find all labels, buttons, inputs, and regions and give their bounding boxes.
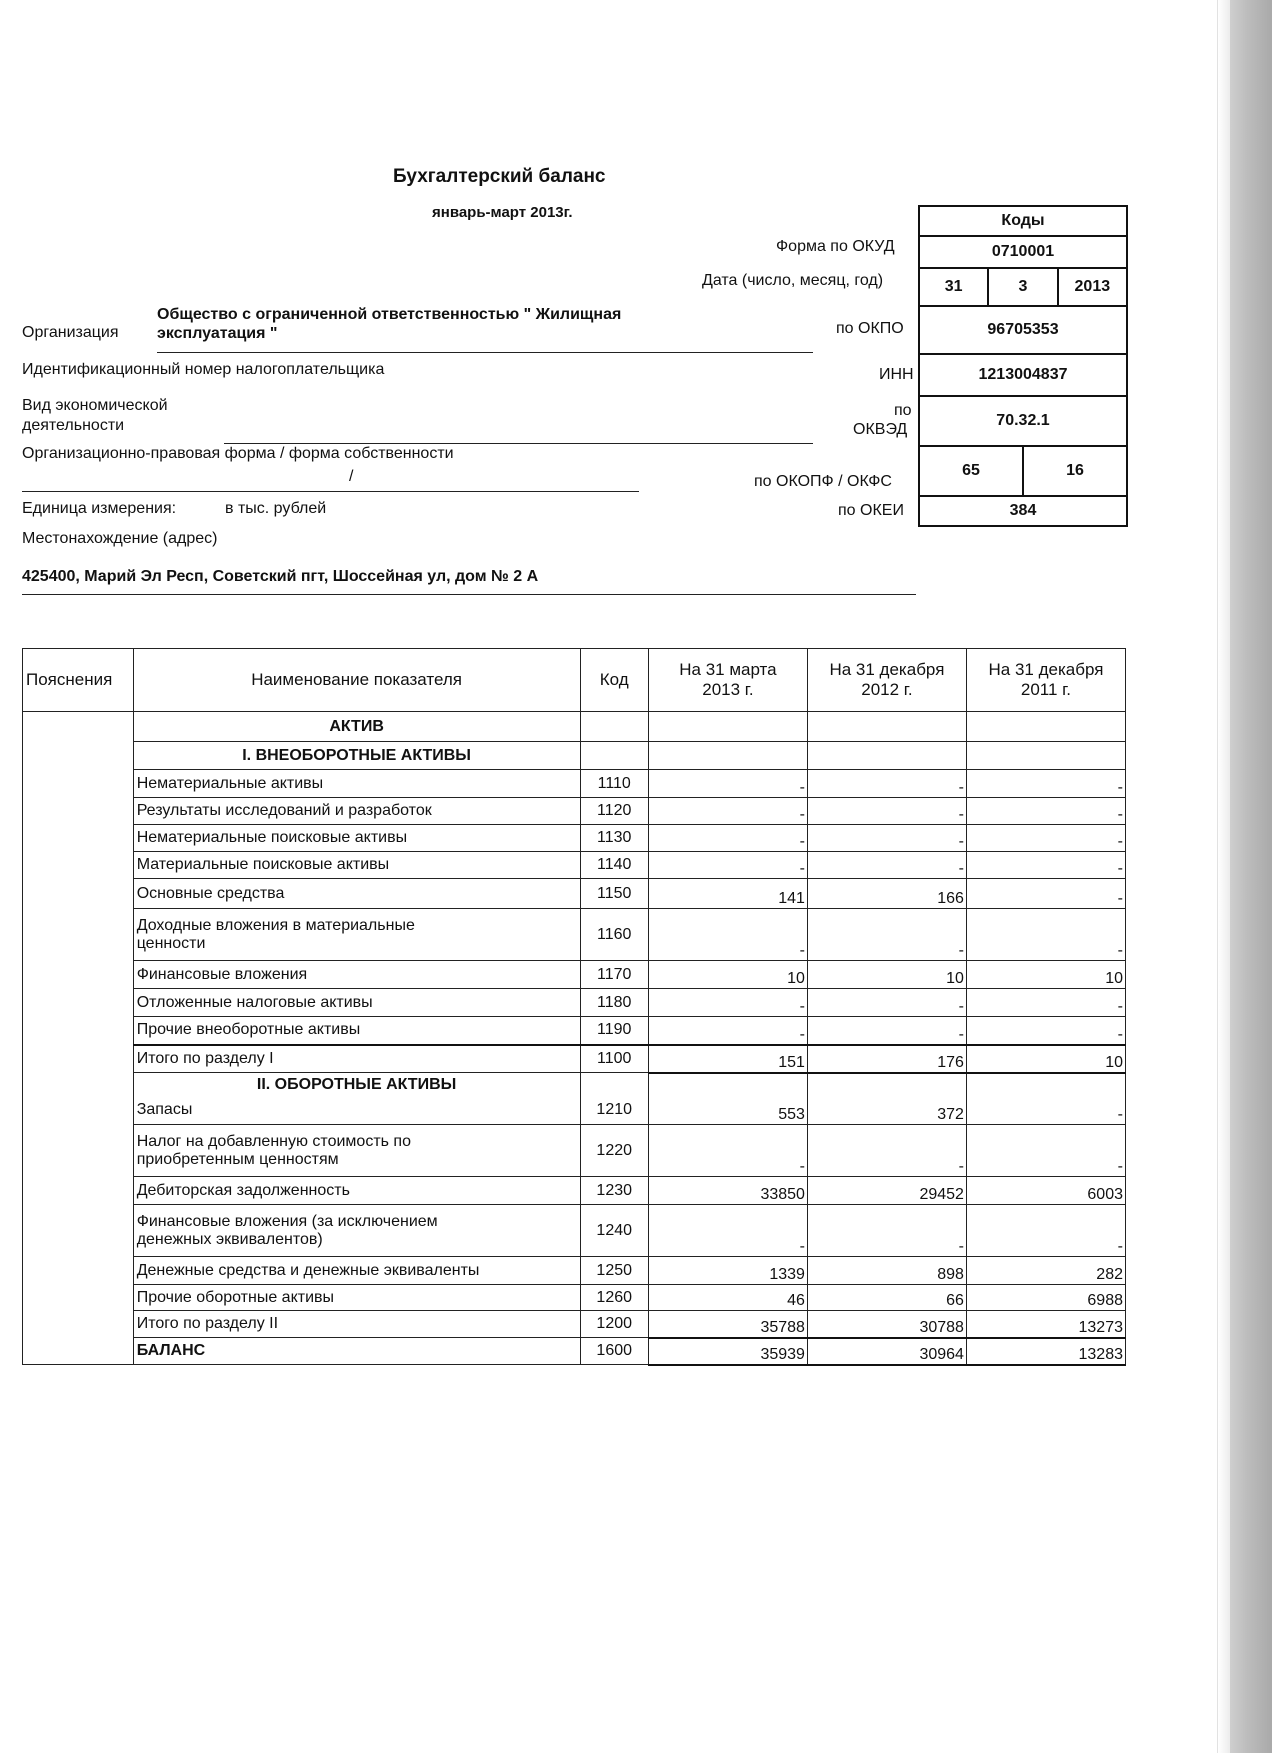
row-name: Результаты исследований и разработок [133, 798, 580, 825]
org-underline [157, 352, 813, 353]
value-cell-empty [648, 742, 807, 770]
row-name: Дебиторская задолженность [133, 1177, 580, 1205]
col-period-3-line-2: 2011 г. [1020, 680, 1072, 699]
row-name: Нематериальные активы [133, 770, 580, 798]
col-period-1-line-2: 2013 г. [702, 680, 754, 699]
row-value-2: - [807, 1017, 966, 1045]
row-value-1: - [648, 1017, 807, 1045]
row-value-2: 30788 [807, 1311, 966, 1338]
activity-label-1: Вид экономической [22, 397, 168, 414]
row-name: Доходные вложения в материальные ценности [133, 909, 580, 961]
okei-label: по ОКЕИ [838, 502, 904, 519]
table-row [23, 961, 1126, 989]
row-value-3: - [966, 989, 1125, 1017]
address-value: 425400, Марий Эл Респ, Советский пгт, Шоссейная ул, дом № 2 А [22, 568, 539, 585]
notes-cell [23, 879, 134, 909]
row-value-2: 10 [807, 961, 966, 989]
notes-cell [23, 1338, 134, 1365]
col-period-2 [807, 649, 966, 712]
row-value-2: - [807, 825, 966, 852]
row-name: Финансовые вложения [133, 961, 580, 989]
row-value-3: 282 [966, 1257, 1125, 1285]
code-cell-empty [580, 742, 648, 770]
notes-cell [23, 825, 134, 852]
row-value-3: - [966, 1017, 1125, 1045]
row-value-1: 10 [648, 961, 807, 989]
col-notes: Пояснения [23, 649, 134, 712]
org-label: Организация [22, 324, 119, 341]
row-value-1: - [648, 1205, 807, 1257]
notes-cell [23, 1125, 134, 1177]
row-code: 1260 [580, 1285, 648, 1311]
row-name: Прочие оборотные активы [133, 1285, 580, 1311]
table-row-total [23, 1338, 1126, 1365]
okved-label-1: по [894, 402, 912, 419]
row-value-3: - [966, 825, 1125, 852]
row-value-3: 13283 [966, 1338, 1125, 1365]
inn-value: 1213004837 [978, 366, 1068, 383]
row-name: Запасы [133, 1097, 580, 1125]
section-2-heading: II. ОБОРОТНЫЕ АКТИВЫ [133, 1073, 580, 1097]
table-row [23, 1097, 1126, 1125]
row-code: 1200 [580, 1311, 648, 1338]
date-day: 31 [920, 269, 989, 305]
address-underline [22, 594, 916, 595]
table-row [23, 1205, 1126, 1257]
row-value-3: - [966, 879, 1125, 909]
row-value-3: - [966, 1125, 1125, 1177]
row-code: 1170 [580, 961, 648, 989]
okud-value: 0710001 [991, 243, 1055, 260]
row-value-3: - [966, 1097, 1125, 1125]
col-period-2-line-2: 2012 г. [861, 680, 913, 699]
table-row-subtotal [23, 1311, 1126, 1338]
row-value-2: - [807, 1125, 966, 1177]
row-name: Денежные средства и денежные эквиваленты [133, 1257, 580, 1285]
row-name: Отложенные налоговые активы [133, 989, 580, 1017]
col-period-1 [648, 649, 807, 712]
table-row [23, 852, 1126, 879]
value-cell-empty [966, 1073, 1125, 1097]
okved-label-2: ОКВЭД [853, 421, 908, 438]
table-row [23, 798, 1126, 825]
date-label: Дата (число, месяц, год) [702, 272, 884, 289]
code-cell-empty [580, 712, 648, 742]
okud-label: Форма по ОКУД [776, 238, 895, 255]
row-name: Итого по разделу I [133, 1045, 580, 1073]
okopf-label: по ОКОПФ / ОКФС [754, 473, 892, 490]
okfs-value: 16 [1066, 462, 1084, 479]
scan-border [1230, 0, 1272, 1753]
page-edge-shadow [1217, 0, 1230, 1753]
row-code: 1240 [580, 1205, 648, 1257]
inn-text: Идентификационный номер налогоплательщика [22, 361, 385, 378]
row-code: 1230 [580, 1177, 648, 1205]
date-year: 2013 [1074, 278, 1111, 295]
codes-header: Коды [920, 207, 1126, 237]
value-cell-empty [966, 742, 1125, 770]
date-month: 3 [989, 269, 1058, 305]
balance-table [22, 648, 1126, 1366]
table-row [23, 1257, 1126, 1285]
row-value-2: 30964 [807, 1338, 966, 1365]
section-active-heading: АКТИВ [133, 712, 580, 742]
value-cell-empty [648, 712, 807, 742]
row-code: 1110 [580, 770, 648, 798]
row-value-2: - [807, 909, 966, 961]
legal-form-underline [22, 491, 639, 492]
legal-form-separator: / [349, 468, 354, 485]
row-value-3: 6003 [966, 1177, 1125, 1205]
notes-cell [23, 712, 134, 742]
org-name-line-1: Общество с ограниченной ответственностью " Жилищная [157, 306, 622, 323]
activity-underline [224, 443, 813, 444]
okopf-value: 65 [920, 447, 1024, 495]
okei-value: 384 [1009, 502, 1037, 519]
col-code: Код [580, 649, 648, 712]
row-value-3: - [966, 852, 1125, 879]
notes-cell [23, 742, 134, 770]
row-value-1: 35788 [648, 1311, 807, 1338]
row-value-3: - [966, 798, 1125, 825]
row-value-1: - [648, 798, 807, 825]
row-name: Итого по разделу II [133, 1311, 580, 1338]
row-value-2: 166 [807, 879, 966, 909]
row-code: 1600 [580, 1338, 648, 1365]
col-period-3-line-1: На 31 декабря [988, 660, 1104, 679]
row-value-2: - [807, 1205, 966, 1257]
row-value-2: - [807, 770, 966, 798]
col-period-2-line-1: На 31 декабря [829, 660, 945, 679]
col-name: Наименование показателя [133, 649, 580, 712]
org-name-line-2: эксплуатация " [157, 325, 278, 342]
row-value-1: - [648, 1125, 807, 1177]
okpo-value: 96705353 [987, 321, 1059, 338]
document-period: январь-март 2013г. [432, 204, 573, 221]
row-code: 1210 [580, 1097, 648, 1125]
code-cell-empty [580, 1073, 648, 1097]
value-cell-empty [807, 712, 966, 742]
row-value-1: 1339 [648, 1257, 807, 1285]
okved-value: 70.32.1 [996, 412, 1050, 429]
notes-cell [23, 1017, 134, 1045]
row-code: 1160 [580, 909, 648, 961]
row-value-1: - [648, 989, 807, 1017]
row-value-2: 29452 [807, 1177, 966, 1205]
unit-label: Единица измерения: [22, 500, 177, 517]
row-name: Финансовые вложения (за исключением денежных эквивалентов) [133, 1205, 580, 1257]
table-row [23, 825, 1126, 852]
row-code: 1220 [580, 1125, 648, 1177]
notes-cell [23, 1285, 134, 1311]
row-value-3: - [966, 770, 1125, 798]
table-row [23, 770, 1126, 798]
notes-cell [23, 1177, 134, 1205]
row-value-2: - [807, 798, 966, 825]
row-value-1: - [648, 852, 807, 879]
row-code: 1100 [580, 1045, 648, 1073]
row-value-2: 176 [807, 1045, 966, 1073]
row-value-1: 33850 [648, 1177, 807, 1205]
value-cell-empty [807, 742, 966, 770]
notes-cell [23, 989, 134, 1017]
codes-box [918, 205, 1128, 527]
value-cell-empty [807, 1073, 966, 1097]
table-row-subtotal [23, 1045, 1126, 1073]
col-period-3 [966, 649, 1125, 712]
row-value-1: 553 [648, 1097, 807, 1125]
legal-form-label: Организационно-правовая форма / форма собственности [22, 445, 454, 462]
row-value-1: 151 [648, 1045, 807, 1073]
row-value-2: 372 [807, 1097, 966, 1125]
row-name: Основные средства [133, 879, 580, 909]
table-row [23, 1177, 1126, 1205]
row-value-2: - [807, 852, 966, 879]
row-name: Нематериальные поисковые активы [133, 825, 580, 852]
table-row [23, 1125, 1126, 1177]
notes-cell [23, 852, 134, 879]
col-period-1-line-1: На 31 марта [679, 660, 777, 679]
notes-cell [23, 1045, 134, 1073]
row-value-2: 898 [807, 1257, 966, 1285]
row-code: 1180 [580, 989, 648, 1017]
table-row [23, 909, 1126, 961]
row-value-3: - [966, 1205, 1125, 1257]
okpo-label: по ОКПО [836, 320, 904, 337]
row-value-1: 46 [648, 1285, 807, 1311]
row-value-3: 13273 [966, 1311, 1125, 1338]
notes-cell [23, 770, 134, 798]
row-code: 1190 [580, 1017, 648, 1045]
row-value-3: 10 [966, 961, 1125, 989]
row-value-1: 35939 [648, 1338, 807, 1365]
notes-cell [23, 961, 134, 989]
row-name: Налог на добавленную стоимость по приобретенным ценностям [133, 1125, 580, 1177]
row-name: Материальные поисковые активы [133, 852, 580, 879]
row-value-3: 6988 [966, 1285, 1125, 1311]
row-code: 1250 [580, 1257, 648, 1285]
table-row [23, 1017, 1126, 1045]
row-name: БАЛАНС [133, 1338, 580, 1365]
notes-cell [23, 798, 134, 825]
unit-value: в тыс. рублей [225, 500, 327, 517]
document-title: Бухгалтерский баланс [393, 166, 606, 187]
row-code: 1150 [580, 879, 648, 909]
inn-label: ИНН [879, 366, 914, 383]
notes-cell [23, 1205, 134, 1257]
row-value-1: - [648, 825, 807, 852]
row-value-1: - [648, 770, 807, 798]
value-cell-empty [648, 1073, 807, 1097]
value-cell-empty [966, 712, 1125, 742]
row-value-2: 66 [807, 1285, 966, 1311]
row-value-2: - [807, 989, 966, 1017]
row-name: Прочие внеоборотные активы [133, 1017, 580, 1045]
notes-cell [23, 1311, 134, 1338]
notes-cell [23, 909, 134, 961]
row-value-1: 141 [648, 879, 807, 909]
table-header-row [23, 649, 1126, 712]
section-1-heading: I. ВНЕОБОРОТНЫЕ АКТИВЫ [133, 742, 580, 770]
table-row [23, 989, 1126, 1017]
row-value-3: 10 [966, 1045, 1125, 1073]
notes-cell [23, 1073, 134, 1097]
table-row [23, 879, 1126, 909]
notes-cell [23, 1257, 134, 1285]
notes-cell [23, 1097, 134, 1125]
row-code: 1140 [580, 852, 648, 879]
table-row [23, 1285, 1126, 1311]
address-label: Местонахождение (адрес) [22, 530, 218, 547]
row-code: 1130 [580, 825, 648, 852]
activity-label-2: деятельности [22, 417, 125, 434]
row-code: 1120 [580, 798, 648, 825]
row-value-3: - [966, 909, 1125, 961]
row-value-1: - [648, 909, 807, 961]
